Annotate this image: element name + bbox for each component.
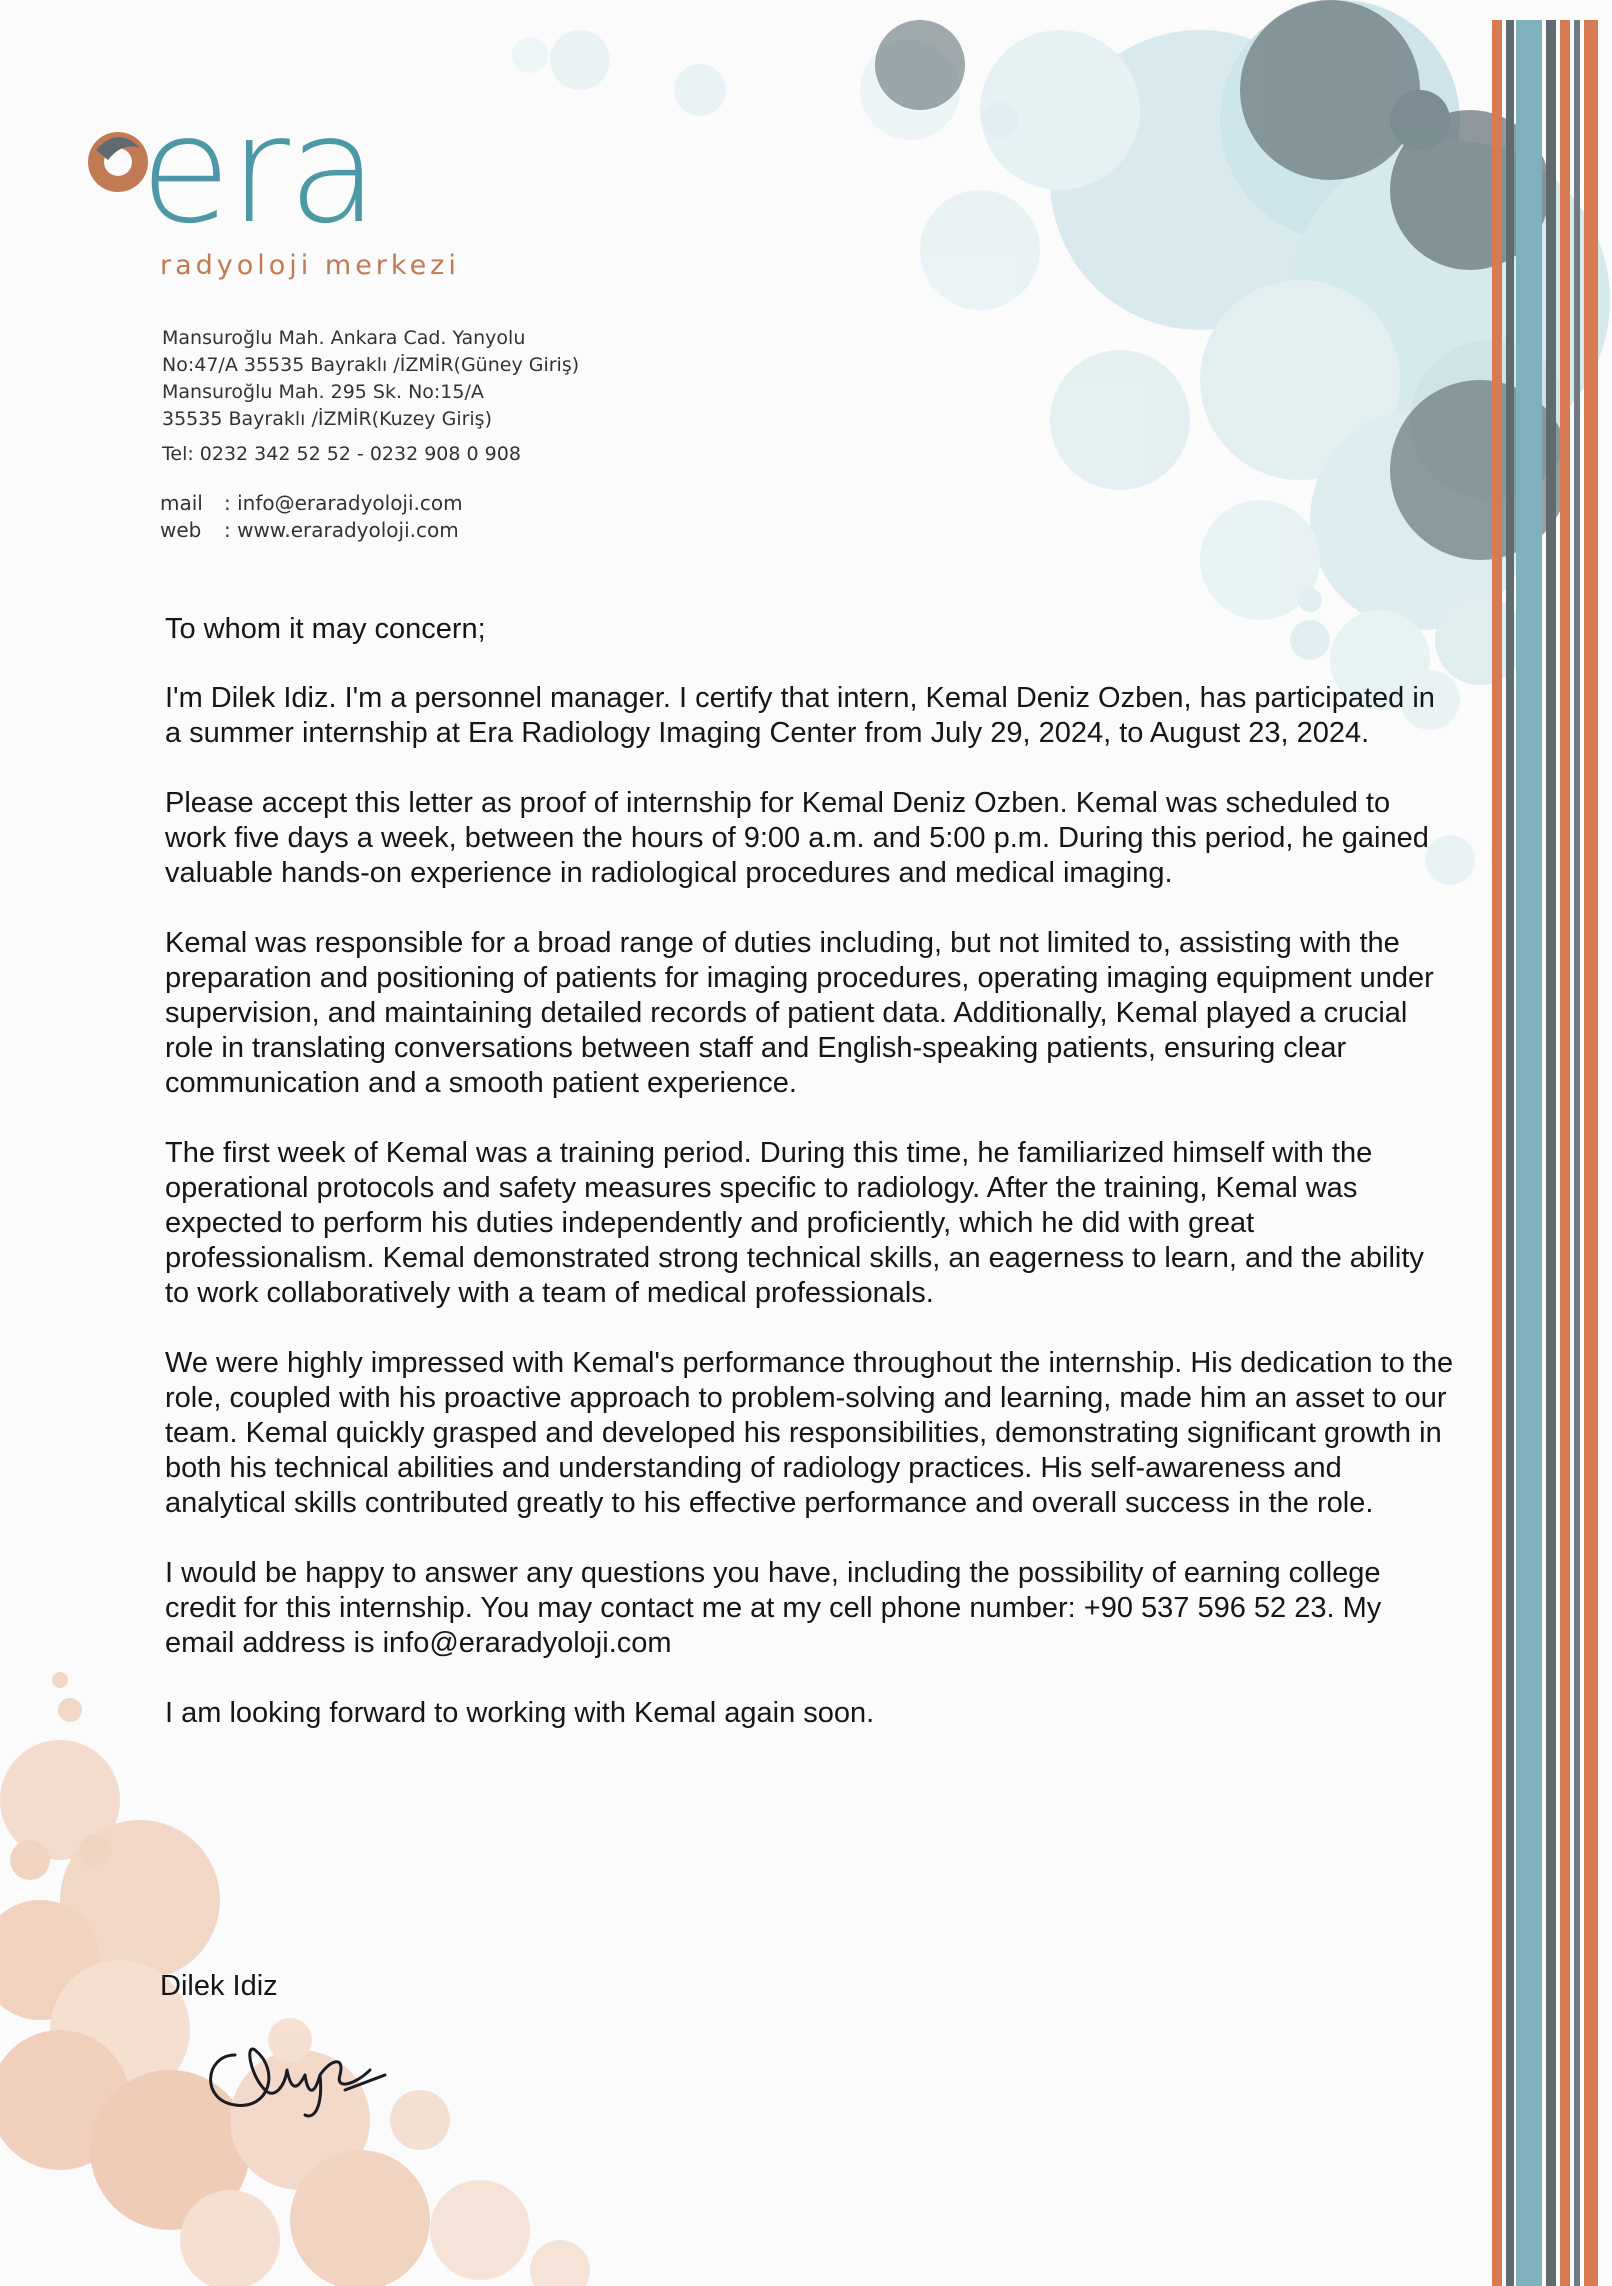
mail-row (160, 490, 463, 517)
letter-body (165, 612, 1455, 1766)
web-row (160, 517, 463, 544)
paragraph: Kemal was responsible for a broad range of duties including, but not limited to, assisting with the preparation and positioning of patients for imaging procedures, operating imaging equipment under supervision, and maintaining detailed records of patient data. Additionally, Kemal played a crucial role in translating conversations between staff and English-speaking patients, ensuring clear communication and a smooth patient experience. (165, 927, 1434, 1099)
paragraph: Please accept this letter as proof of internship for Kemal Deniz Ozben. Kemal was scheduled to work five days a week, between the hours of 9:00 a.m. and 5:00 p.m. During this period, he gained valuable hands-on experience in radiological procedures and medical imaging. (165, 787, 1429, 889)
signer-name: Dilek Idiz (160, 1970, 278, 2002)
paragraph: The first week of Kemal was a training period. During this time, he familiarized himself with the operational protocols and safety measures specific to radiology. After the training, Kemal was expected to perform his duties independently and proficiently, which he did with great professionalism. Kemal demonstrated strong technical skills, an eagerness to learn, and the ability to work collaboratively with a team of medical professionals. (165, 1137, 1424, 1309)
handwritten-signature (195, 2015, 395, 2125)
contact-info (160, 490, 463, 544)
company-address (162, 325, 579, 468)
mail-label: mail (160, 491, 203, 515)
web-label: web (160, 518, 202, 542)
paragraph: We were highly impressed with Kemal's performance throughout the internship. His dedication to the role, coupled with his proactive approach to problem-solving and learning, made him an asset to our team. Kemal quickly grasped and developed his responsibilities, demonstrating significant growth in both his technical abilities and understanding of radiology practices. His self-awareness and analytical skills contributed greatly to his effective performance and overall success in the role. (165, 1347, 1454, 1519)
address-line: Mansuroğlu Mah. Ankara Cad. Yanyolu (162, 327, 526, 349)
address-line: 35535 Bayraklı /İZMİR(Kuzey Giriş) (162, 408, 492, 430)
mail-value[interactable]: : info@eraradyoloji.com (224, 491, 463, 515)
paragraph: I would be happy to answer any questions you have, including the possibility of earning college credit for this internship. You may contact me at my cell phone number: +90 537 596 52 23. My email address is info@eraradyoloji.com (165, 1557, 1382, 1659)
paragraph: I am looking forward to working with Kemal again soon. (165, 1697, 875, 1729)
address-line: Mansuroğlu Mah. 295 Sk. No:15/A (162, 381, 484, 403)
logo-subtitle: radyoloji merkezi (160, 250, 460, 281)
phone-numbers: Tel: 0232 342 52 52 - 0232 908 0 908 (162, 443, 521, 465)
paragraph: I'm Dilek Idiz. I'm a personnel manager. I certify that intern, Kemal Deniz Ozben, has participated in a summer internship at Era Radiology Imaging Center from July 29, 2024, to August 23, 2024. (165, 682, 1435, 749)
address-line: No:47/A 35535 Bayraklı /İZMİR(Güney Giriş) (162, 354, 580, 376)
salutation: To whom it may concern; (165, 613, 486, 645)
logo-wordmark: era (140, 84, 377, 256)
web-value[interactable]: : www.eraradyoloji.com (224, 518, 459, 542)
